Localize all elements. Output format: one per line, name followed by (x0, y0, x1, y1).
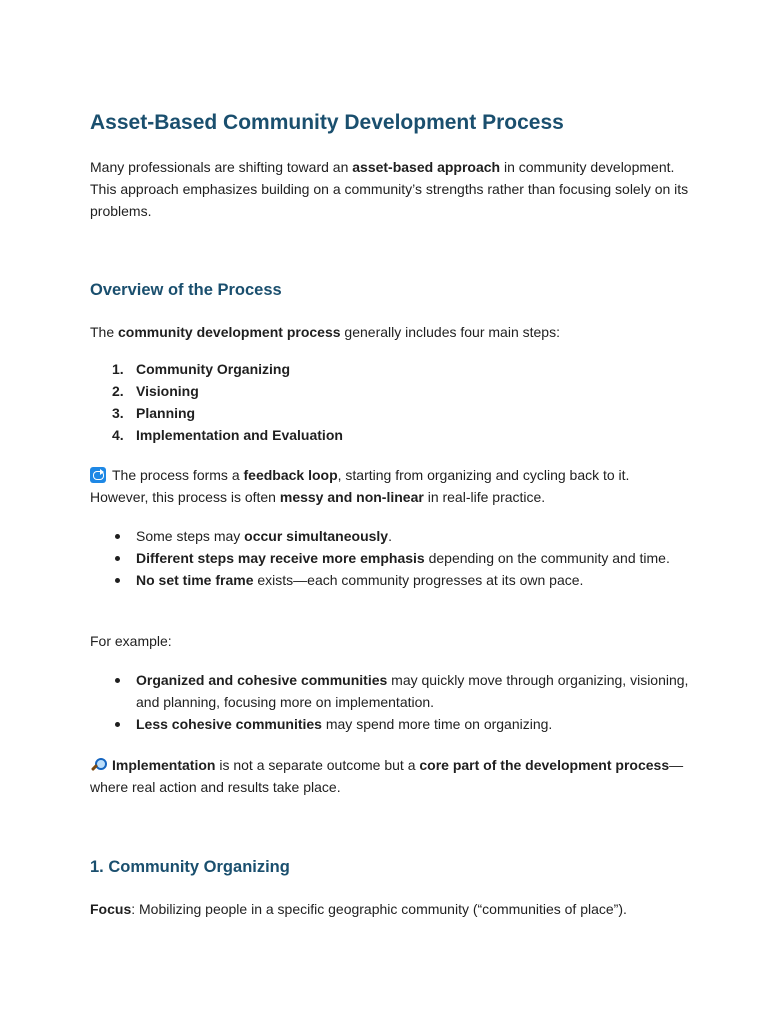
page-title: Asset-Based Community Development Process (90, 111, 564, 134)
example-lead: For example: (90, 633, 172, 649)
steps-list (90, 358, 690, 446)
list-item: Some steps may occur simultaneously. (90, 525, 690, 547)
list-item: 2. Visioning (112, 383, 199, 399)
list-item: 3. Planning (112, 405, 196, 421)
section-heading-community-organizing: 1. Community Organizing (90, 858, 290, 876)
examples-list (90, 669, 690, 735)
loop-icon (90, 467, 106, 483)
focus-paragraph: Focus: Mobilizing people in a specific geographic community (“communities of place”). (90, 901, 627, 917)
feedback-loop-paragraph: The process forms a feedback loop, starting from organizing and cycling back to it. However, this process is often messy and non-linear in real-life practice. (90, 467, 630, 505)
list-item: Different steps may receive more emphasis depending on the community and time. (90, 547, 690, 569)
list-item: Less cohesive communities may spend more time on organizing. (90, 713, 690, 735)
magnifying-glass-icon (90, 757, 106, 773)
list-item: No set time frame exists—each community progresses at its own pace. (90, 569, 690, 591)
list-item: 4. Implementation and Evaluation (112, 427, 343, 443)
overview-lead: The community development process generally includes four main steps: (90, 324, 560, 340)
implementation-paragraph: Implementation is not a separate outcome but a core part of the development process—where real action and results take place. (90, 757, 684, 795)
list-item: Organized and cohesive communities may quickly move through organizing, visioning, and planning, focusing more on implementation. (90, 669, 690, 713)
intro-paragraph: Many professionals are shifting toward an asset-based approach in community development. This approach emphasizes building on a community’s strengths rather than focusing solely on its problems. (90, 159, 689, 219)
process-notes-list (90, 525, 690, 591)
overview-heading: Overview of the Process (90, 281, 282, 299)
list-item: 1. Community Organizing (112, 361, 290, 377)
